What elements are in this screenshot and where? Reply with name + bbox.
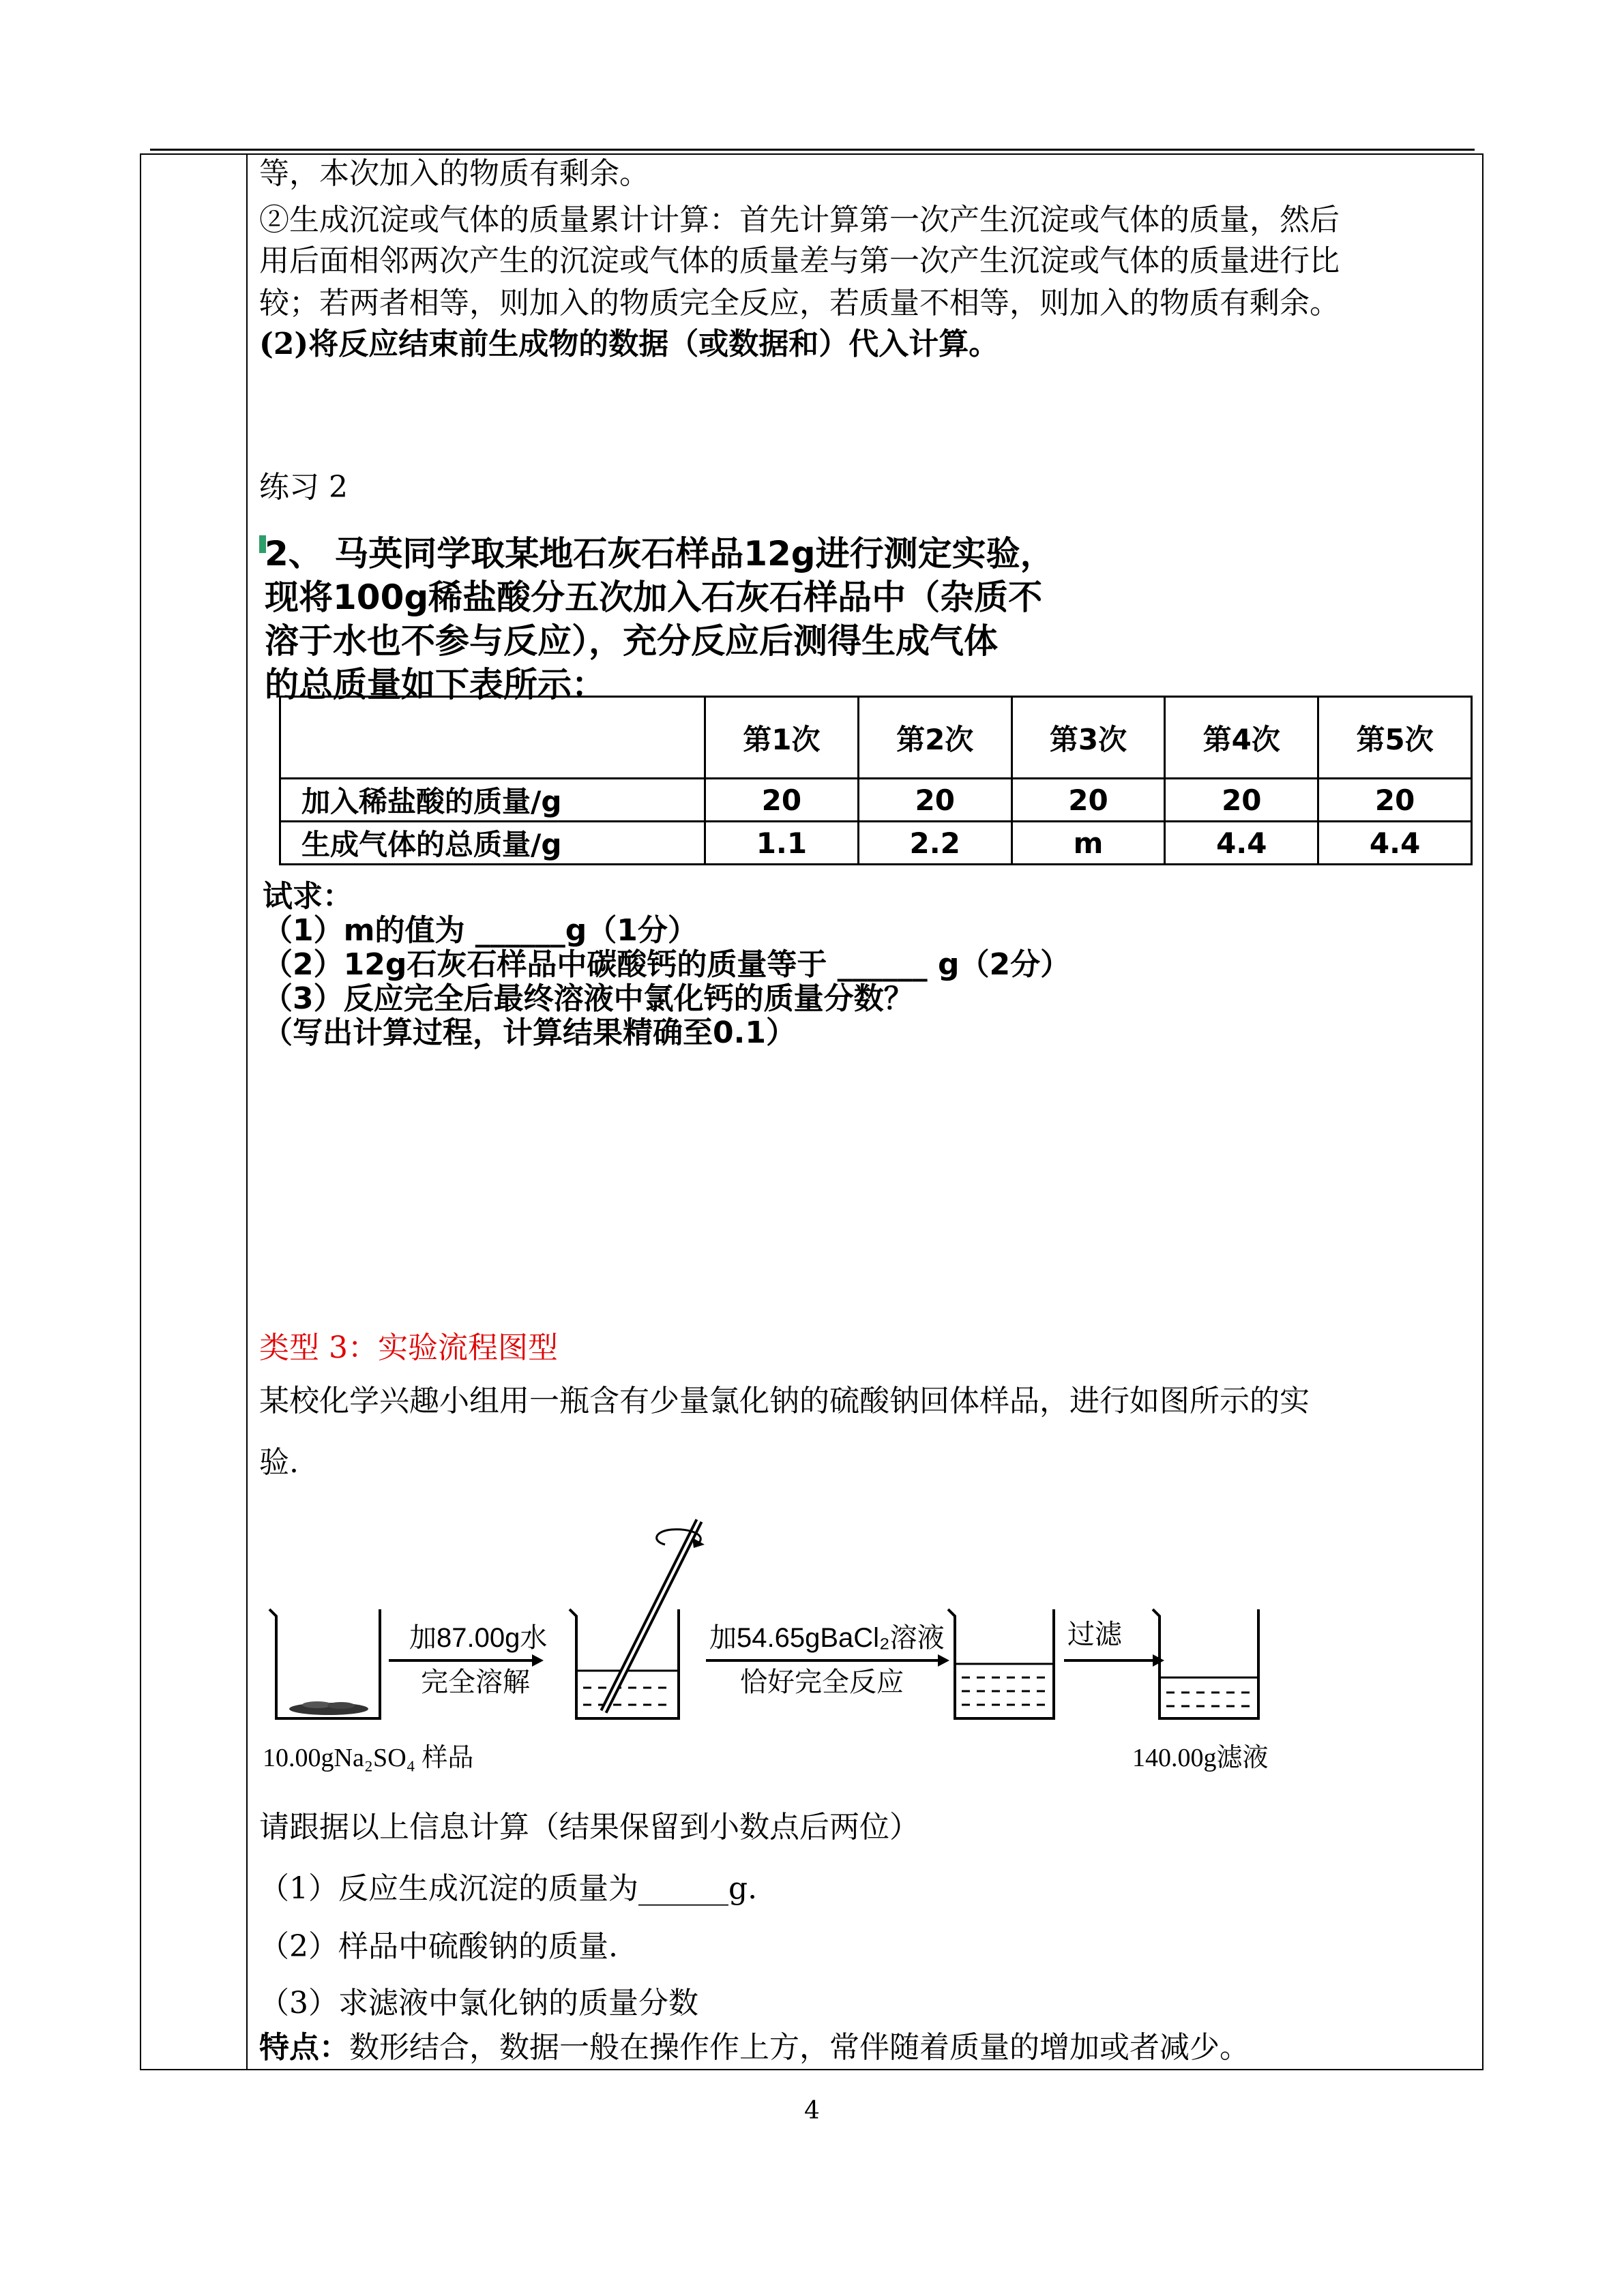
experiment-flow-diagram bbox=[263, 1507, 1313, 1793]
table-cell: m bbox=[1012, 822, 1165, 865]
table-cell: 4.4 bbox=[1318, 822, 1472, 865]
practice-label: 练习 2 bbox=[259, 470, 348, 505]
sample-label: 10.00gNa₂SO₄ 样品 bbox=[263, 1744, 474, 1772]
beaker-1-icon bbox=[269, 1609, 380, 1718]
step1-bottom-label: 完全溶解 bbox=[421, 1667, 530, 1697]
feature-label: 特点： bbox=[259, 2030, 349, 2065]
type3-question-3: （3）求滤液中氯化钠的质量分数 bbox=[259, 1986, 698, 2021]
type3-title: 类型 3：实验流程图型 bbox=[259, 1330, 558, 1365]
table-cell: 20 bbox=[705, 779, 859, 822]
table-header-cell: 第4次 bbox=[1165, 697, 1318, 779]
continuation-line-3: 用后面相邻两次产生的沉淀或气体的质量差与第一次产生沉淀或气体的质量进行比 bbox=[259, 243, 1340, 278]
continuation-line-5: (2)将反应结束前生成物的数据（或数据和）代入计算。 bbox=[259, 327, 999, 361]
type3-question-intro: 请跟据以上信息计算（结果保留到小数点后两位） bbox=[259, 1810, 919, 1845]
column-divider bbox=[246, 153, 248, 2070]
table-header-row bbox=[280, 697, 1472, 779]
ask-3: （3）反应完全后最终溶液中氯化钙的质量分数？ bbox=[263, 981, 914, 1016]
header-rule bbox=[150, 149, 1475, 151]
ask-title: 试求： bbox=[263, 879, 353, 914]
type3-question-1: （1）反应生成沉淀的质量为______g. bbox=[259, 1871, 758, 1906]
table-cell: 20 bbox=[1165, 779, 1318, 822]
ask-1: （1）m的值为 ______g（1分） bbox=[263, 913, 698, 948]
table-header-cell: 第2次 bbox=[858, 697, 1012, 779]
table-cell: 1.1 bbox=[705, 822, 859, 865]
question-2-asks bbox=[263, 880, 1070, 1050]
table-header-cell: 第3次 bbox=[1012, 697, 1165, 779]
type3-intro-1: 某校化学兴趣小组用一瓶含有少量氯化钠的硫酸钠回体样品，进行如图所示的实 bbox=[259, 1384, 1310, 1418]
table-cell: 20 bbox=[858, 779, 1012, 822]
beaker-4-icon bbox=[1153, 1609, 1258, 1718]
question-2-line-1: 2、 马英同学取某地石灰石样品12g进行测定实验， bbox=[265, 534, 1054, 573]
ask-2: （2）12g石灰石样品中碳酸钙的质量等于 ______ g（2分） bbox=[263, 947, 1071, 982]
table-cell: 生成气体的总质量/g bbox=[280, 822, 705, 865]
stirring-rod-icon bbox=[604, 1521, 705, 1712]
page-number: 4 bbox=[804, 2097, 820, 2125]
continuation-line-1: 等，本次加入的物质有剩余。 bbox=[259, 156, 649, 191]
feature-text: 数形结合，数据一般在操作作上方，常伴随着质量的增加或者减少。 bbox=[349, 2030, 1250, 2065]
step3-top-label: 过滤 bbox=[1067, 1620, 1122, 1650]
filtrate-label: 140.00g滤液 bbox=[1132, 1744, 1269, 1772]
question-2 bbox=[265, 532, 1054, 706]
table-header-cell: 第1次 bbox=[705, 697, 859, 779]
feature-line bbox=[259, 2027, 1250, 2068]
arrow-1-icon bbox=[389, 1654, 544, 1667]
question-2-line-3: 溶于水也不参与反应），充分反应后测得生成气体 bbox=[265, 621, 998, 661]
arrow-2-icon bbox=[706, 1654, 949, 1667]
type3-question-2: （2）样品中硫酸钠的质量. bbox=[259, 1929, 618, 1964]
arrow-3-icon bbox=[1064, 1654, 1164, 1667]
table-cell: 2.2 bbox=[858, 822, 1012, 865]
step1-top-label: 加87.00g水 bbox=[409, 1623, 548, 1653]
table-cell: 4.4 bbox=[1165, 822, 1318, 865]
table-header-cell bbox=[280, 697, 705, 779]
question-2-line-4: 的总质量如下表所示： bbox=[265, 665, 606, 704]
table-cell: 20 bbox=[1012, 779, 1165, 822]
table-cell: 加入稀盐酸的质量/g bbox=[280, 779, 705, 822]
table-row bbox=[280, 779, 1472, 822]
continuation-line-2: ②生成沉淀或气体的质量累计计算：首先计算第一次产生沉淀或气体的质量，然后 bbox=[259, 203, 1340, 237]
table-cell: 20 bbox=[1318, 779, 1472, 822]
data-table bbox=[279, 696, 1473, 865]
continuation-line-4: 较；若两者相等，则加入的物质完全反应，若质量不相等，则加入的物质有剩余。 bbox=[259, 286, 1340, 320]
table-row bbox=[280, 822, 1472, 865]
question-2-line-2: 现将100g稀盐酸分五次加入石灰石样品中（杂质不 bbox=[265, 578, 1043, 617]
ask-4: （写出计算过程，计算结果精确至0.1） bbox=[263, 1015, 796, 1050]
type3-intro-2: 验. bbox=[259, 1445, 299, 1480]
beaker-3-icon bbox=[948, 1609, 1054, 1718]
step2-top-label: 加54.65gBaCl₂溶液 bbox=[709, 1623, 945, 1653]
step2-bottom-label: 恰好完全反应 bbox=[740, 1667, 904, 1697]
table-header-cell: 第5次 bbox=[1318, 697, 1472, 779]
